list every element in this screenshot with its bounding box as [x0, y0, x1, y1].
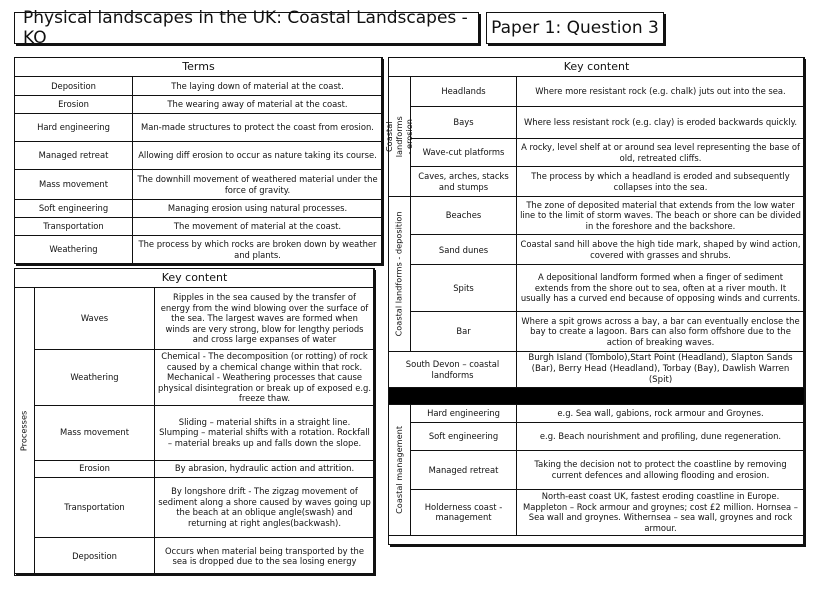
management-label: Holderness coast - management — [411, 489, 517, 535]
management-label: Hard engineering — [411, 405, 517, 423]
term-label: Transportation — [15, 218, 133, 236]
landform-definition: Where a spit grows across a bay, a bar can eventually enclose the bay to create a lagoon. Bars can also form offshore due to the action of breaking waves. — [517, 311, 805, 351]
erosion-side-cell — [383, 77, 414, 197]
processes-side-label: Processes — [18, 411, 29, 452]
term-definition: The laying down of material at the coast. — [133, 77, 383, 96]
process-label: Waves — [35, 288, 155, 350]
management-definition: Taking the decision not to protect the coastline by removing current defences and allowing flooding and erosion. — [517, 451, 805, 489]
landform-label: Beaches — [411, 197, 517, 235]
term-label: Managed retreat — [15, 142, 133, 170]
management-side-label: Coastal management — [393, 426, 404, 514]
process-definition: Chemical - The decomposition (or rotting) of rock caused by a chemical change within that rock. Mechanical - Weathering processes that cause physical disintegration or break up of exposed e.g. freeze thaw. — [155, 350, 375, 406]
landform-label: Sand dunes — [411, 235, 517, 265]
landform-label: Headlands — [411, 77, 517, 107]
landform-definition: A rocky, level shelf at or around sea level representing the base of old, retreated cliffs. — [517, 139, 805, 167]
landform-definition: A depositional landform formed when a finger of sediment extends from the shore out to sea, often at a river mouth. It usually has a curved end because of opposing winds and currents. — [517, 265, 805, 311]
landform-label: Caves, arches, stacks and stumps — [411, 167, 517, 197]
term-definition: The process by which rocks are broken down by weather and plants. — [133, 236, 383, 264]
page-title: Physical landscapes in the UK: Coastal Landscapes - KO — [14, 12, 479, 44]
paper-label: Paper 1: Question 3 — [486, 12, 664, 44]
process-label: Deposition — [35, 537, 155, 575]
process-definition: By abrasion, hydraulic action and attrition. — [155, 460, 375, 477]
term-label: Hard engineering — [15, 114, 133, 142]
landform-label: Bays — [411, 107, 517, 139]
process-label: Transportation — [35, 477, 155, 537]
processes-table — [14, 268, 375, 576]
landform-definition: Coastal sand hill above the high tide mark, shaped by wind action, covered with grasses and shrubs. — [517, 235, 805, 265]
erosion-side-label: Coastal landforms - erosion — [383, 115, 414, 158]
example-label: South Devon – coastal landforms — [389, 352, 517, 388]
term-label: Soft engineering — [15, 200, 133, 218]
management-definition: North-east coast UK, fastest eroding coastline in Europe. Mappleton – Rock armour and groynes; cost £2 million. Hornsea – Sea wall and groynes. Withernsea – sea wall, groynes and rock armour. — [517, 489, 805, 535]
processes-side-cell — [15, 288, 35, 576]
landform-label: Spits — [411, 265, 517, 311]
term-definition: The downhill movement of weathered material under the force of gravity. — [133, 170, 383, 200]
key-content-heading: Key content — [389, 58, 805, 77]
process-definition: Ripples in the sea caused by the transfer of energy from the wind blowing over the surface of the sea. The largest waves are formed when winds are very strong, blow for lengthy periods and cross large expanses of water — [155, 288, 375, 350]
example-definition: Burgh Island (Tombolo),Start Point (Headland), Slapton Sands (Bar), Berry Head (Headland), Torbay (Bay), Dawlish Warren (Spit) — [517, 352, 805, 388]
management-side-cell — [389, 405, 411, 536]
process-definition: By longshore drift - The zigzag movement of sediment along a shore caused by waves going up the beach at an oblique angle(swash) and returning at right angles(backwash). — [155, 477, 375, 537]
processes-heading: Key content — [15, 269, 375, 288]
term-definition: Allowing diff erosion to occur as nature taking its course. — [133, 142, 383, 170]
management-definition: e.g. Beach nourishment and profiling, dune regeneration. — [517, 423, 805, 451]
landform-definition: The zone of deposited material that extends from the low water line to the limit of storm waves. The beach or shore can be divided in the foreshore and the backshore. — [517, 197, 805, 235]
term-label: Weathering — [15, 236, 133, 264]
deposition-side-cell — [389, 197, 411, 352]
landform-label: Bar — [411, 311, 517, 351]
process-definition: Sliding – material shifts in a straight line. Slumping – material shifts with a rotation. Rockfall – material breaks up and falls down the slope. — [155, 405, 375, 460]
term-definition: The wearing away of material at the coast. — [133, 96, 383, 114]
terms-heading: Terms — [15, 58, 383, 77]
term-definition: Man-made structures to protect the coast from erosion. — [133, 114, 383, 142]
process-label: Mass movement — [35, 405, 155, 460]
process-label: Weathering — [35, 350, 155, 406]
terms-table — [14, 57, 383, 264]
landform-definition: The process by which a headland is eroded and subsequently collapses into the sea. — [517, 167, 805, 197]
term-definition: Managing erosion using natural processes. — [133, 200, 383, 218]
section-divider — [389, 388, 805, 405]
process-definition: Occurs when material being transported by the sea is dropped due to the sea losing energy — [155, 537, 375, 575]
term-label: Deposition — [15, 77, 133, 96]
management-definition: e.g. Sea wall, gabions, rock armour and Groynes. — [517, 405, 805, 423]
term-label: Mass movement — [15, 170, 133, 200]
management-label: Soft engineering — [411, 423, 517, 451]
deposition-side-label: Coastal landforms - deposition — [393, 211, 404, 337]
landform-label: Wave-cut platforms — [411, 139, 517, 167]
term-label: Erosion — [15, 96, 133, 114]
landform-definition: Where more resistant rock (e.g. chalk) juts out into the sea. — [517, 77, 805, 107]
process-label: Erosion — [35, 460, 155, 477]
landform-definition: Where less resistant rock (e.g. clay) is eroded backwards quickly. — [517, 107, 805, 139]
landforms-table — [383, 57, 805, 536]
term-definition: The movement of material at the coast. — [133, 218, 383, 236]
management-label: Managed retreat — [411, 451, 517, 489]
